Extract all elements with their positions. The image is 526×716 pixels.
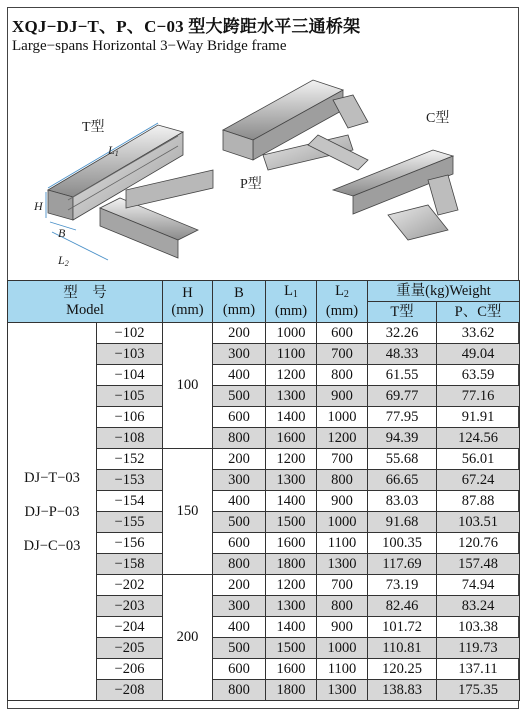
l1-value: 1400 <box>266 617 317 638</box>
l2-value: 1300 <box>317 554 368 575</box>
model-code: −106 <box>97 407 163 428</box>
bridge-frame-illustration <box>8 60 518 276</box>
table-row <box>8 323 520 344</box>
dim-l2-label: L2 <box>58 253 69 268</box>
l2-value: 1000 <box>317 638 368 659</box>
l1-value: 1200 <box>266 365 317 386</box>
header-weight-pc: P、C型 <box>437 302 520 323</box>
header-l1: $L_1$ (mm) <box>266 281 317 323</box>
spec-table <box>7 280 520 701</box>
weight-t-value: 32.26 <box>368 323 437 344</box>
model-code: −206 <box>97 659 163 680</box>
l2-value: 900 <box>317 491 368 512</box>
weight-t-value: 100.35 <box>368 533 437 554</box>
weight-pc-value: 63.59 <box>437 365 520 386</box>
weight-t-value: 110.81 <box>368 638 437 659</box>
weight-t-value: 94.39 <box>368 428 437 449</box>
l1-value: 1200 <box>266 575 317 596</box>
title-english: Large−spans Horizontal 3−Way Bridge frame <box>12 38 287 54</box>
l2-value: 1100 <box>317 659 368 680</box>
weight-t-value: 120.25 <box>368 659 437 680</box>
p-type-label: P型 <box>240 177 262 192</box>
weight-t-value: 66.65 <box>368 470 437 491</box>
l1-value: 1400 <box>266 407 317 428</box>
model-code: −105 <box>97 386 163 407</box>
model-names-cell <box>8 323 97 701</box>
header-model: 型 号 Model <box>8 281 163 323</box>
weight-t-value: 69.77 <box>368 386 437 407</box>
weight-pc-value: 87.88 <box>437 491 520 512</box>
l1-value: 1500 <box>266 638 317 659</box>
b-value: 600 <box>213 659 266 680</box>
l1-value: 1800 <box>266 680 317 701</box>
b-value: 500 <box>213 386 266 407</box>
weight-pc-value: 56.01 <box>437 449 520 470</box>
b-value: 300 <box>213 596 266 617</box>
b-value: 400 <box>213 617 266 638</box>
weight-pc-value: 157.48 <box>437 554 520 575</box>
l1-value: 1300 <box>266 596 317 617</box>
title-chinese: XQJ−DJ−T、P、C−03 型大跨距水平三通桥架 <box>12 17 361 36</box>
weight-t-value: 101.72 <box>368 617 437 638</box>
weight-pc-value: 67.24 <box>437 470 520 491</box>
b-value: 200 <box>213 575 266 596</box>
l2-value: 600 <box>317 323 368 344</box>
model-code: −103 <box>97 344 163 365</box>
model-code: −205 <box>97 638 163 659</box>
l2-value: 1200 <box>317 428 368 449</box>
weight-pc-value: 103.38 <box>437 617 520 638</box>
model-code: −102 <box>97 323 163 344</box>
h-value: 200 <box>163 575 213 701</box>
l2-value: 800 <box>317 596 368 617</box>
weight-t-value: 55.68 <box>368 449 437 470</box>
h-value: 150 <box>163 449 213 575</box>
weight-pc-value: 137.11 <box>437 659 520 680</box>
model-code: −158 <box>97 554 163 575</box>
l2-value: 700 <box>317 575 368 596</box>
model-code: −208 <box>97 680 163 701</box>
weight-pc-value: 103.51 <box>437 512 520 533</box>
l1-value: 1600 <box>266 428 317 449</box>
b-value: 400 <box>213 365 266 386</box>
model-code: −156 <box>97 533 163 554</box>
model-code: −104 <box>97 365 163 386</box>
weight-t-value: 117.69 <box>368 554 437 575</box>
dim-h-label: H <box>34 199 43 213</box>
model-name: DJ−T−03 <box>24 469 80 486</box>
b-value: 800 <box>213 680 266 701</box>
b-value: 500 <box>213 512 266 533</box>
b-value: 800 <box>213 428 266 449</box>
weight-t-value: 77.95 <box>368 407 437 428</box>
l1-value: 1200 <box>266 449 317 470</box>
b-value: 400 <box>213 491 266 512</box>
model-code: −152 <box>97 449 163 470</box>
weight-t-value: 91.68 <box>368 512 437 533</box>
weight-t-value: 48.33 <box>368 344 437 365</box>
weight-t-value: 73.19 <box>368 575 437 596</box>
l2-value: 800 <box>317 470 368 491</box>
h-value: 100 <box>163 323 213 449</box>
weight-pc-value: 49.04 <box>437 344 520 365</box>
b-value: 800 <box>213 554 266 575</box>
l1-value: 1000 <box>266 323 317 344</box>
model-code: −155 <box>97 512 163 533</box>
c-type-label: C型 <box>426 111 450 126</box>
model-code: −153 <box>97 470 163 491</box>
l1-value: 1600 <box>266 659 317 680</box>
l2-value: 900 <box>317 617 368 638</box>
spec-table-body <box>8 323 520 701</box>
model-code: −108 <box>97 428 163 449</box>
weight-t-value: 82.46 <box>368 596 437 617</box>
l2-value: 700 <box>317 344 368 365</box>
b-value: 600 <box>213 407 266 428</box>
b-value: 500 <box>213 638 266 659</box>
weight-pc-value: 119.73 <box>437 638 520 659</box>
bridge-frame-drawing <box>8 60 518 276</box>
dim-l1-label: L1 <box>108 143 119 158</box>
header-l2: $L_2$ (mm) <box>317 281 368 323</box>
l2-value: 1100 <box>317 533 368 554</box>
weight-t-value: 138.83 <box>368 680 437 701</box>
weight-pc-value: 74.94 <box>437 575 520 596</box>
t-type-label: T型 <box>82 120 105 135</box>
b-value: 300 <box>213 470 266 491</box>
l1-value: 1300 <box>266 470 317 491</box>
l2-value: 900 <box>317 386 368 407</box>
b-value: 600 <box>213 533 266 554</box>
header-b: B (mm) <box>213 281 266 323</box>
model-name: DJ−C−03 <box>23 537 81 554</box>
model-code: −202 <box>97 575 163 596</box>
l1-value: 1100 <box>266 344 317 365</box>
weight-t-value: 61.55 <box>368 365 437 386</box>
weight-pc-value: 33.62 <box>437 323 520 344</box>
weight-pc-value: 91.91 <box>437 407 520 428</box>
t-type-bridge <box>48 125 213 258</box>
header-weight-t: T型 <box>368 302 437 323</box>
l1-value: 1300 <box>266 386 317 407</box>
l1-value: 1500 <box>266 512 317 533</box>
l2-value: 1000 <box>317 407 368 428</box>
dim-b-label: B <box>58 226 66 240</box>
weight-pc-value: 77.16 <box>437 386 520 407</box>
weight-pc-value: 120.76 <box>437 533 520 554</box>
model-name: DJ−P−03 <box>24 503 80 520</box>
b-value: 200 <box>213 323 266 344</box>
header-weight: 重量(kg)Weight <box>368 281 520 302</box>
model-code: −204 <box>97 617 163 638</box>
weight-pc-value: 175.35 <box>437 680 520 701</box>
model-code: −203 <box>97 596 163 617</box>
weight-t-value: 83.03 <box>368 491 437 512</box>
l2-value: 700 <box>317 449 368 470</box>
l1-value: 1400 <box>266 491 317 512</box>
model-code: −154 <box>97 491 163 512</box>
p-type-bridge <box>223 80 368 170</box>
l1-value: 1600 <box>266 533 317 554</box>
weight-pc-value: 124.56 <box>437 428 520 449</box>
l2-value: 800 <box>317 365 368 386</box>
l2-value: 1000 <box>317 512 368 533</box>
b-value: 300 <box>213 344 266 365</box>
weight-pc-value: 83.24 <box>437 596 520 617</box>
l2-value: 1300 <box>317 680 368 701</box>
l1-value: 1800 <box>266 554 317 575</box>
header-h: H (mm) <box>163 281 213 323</box>
b-value: 200 <box>213 449 266 470</box>
